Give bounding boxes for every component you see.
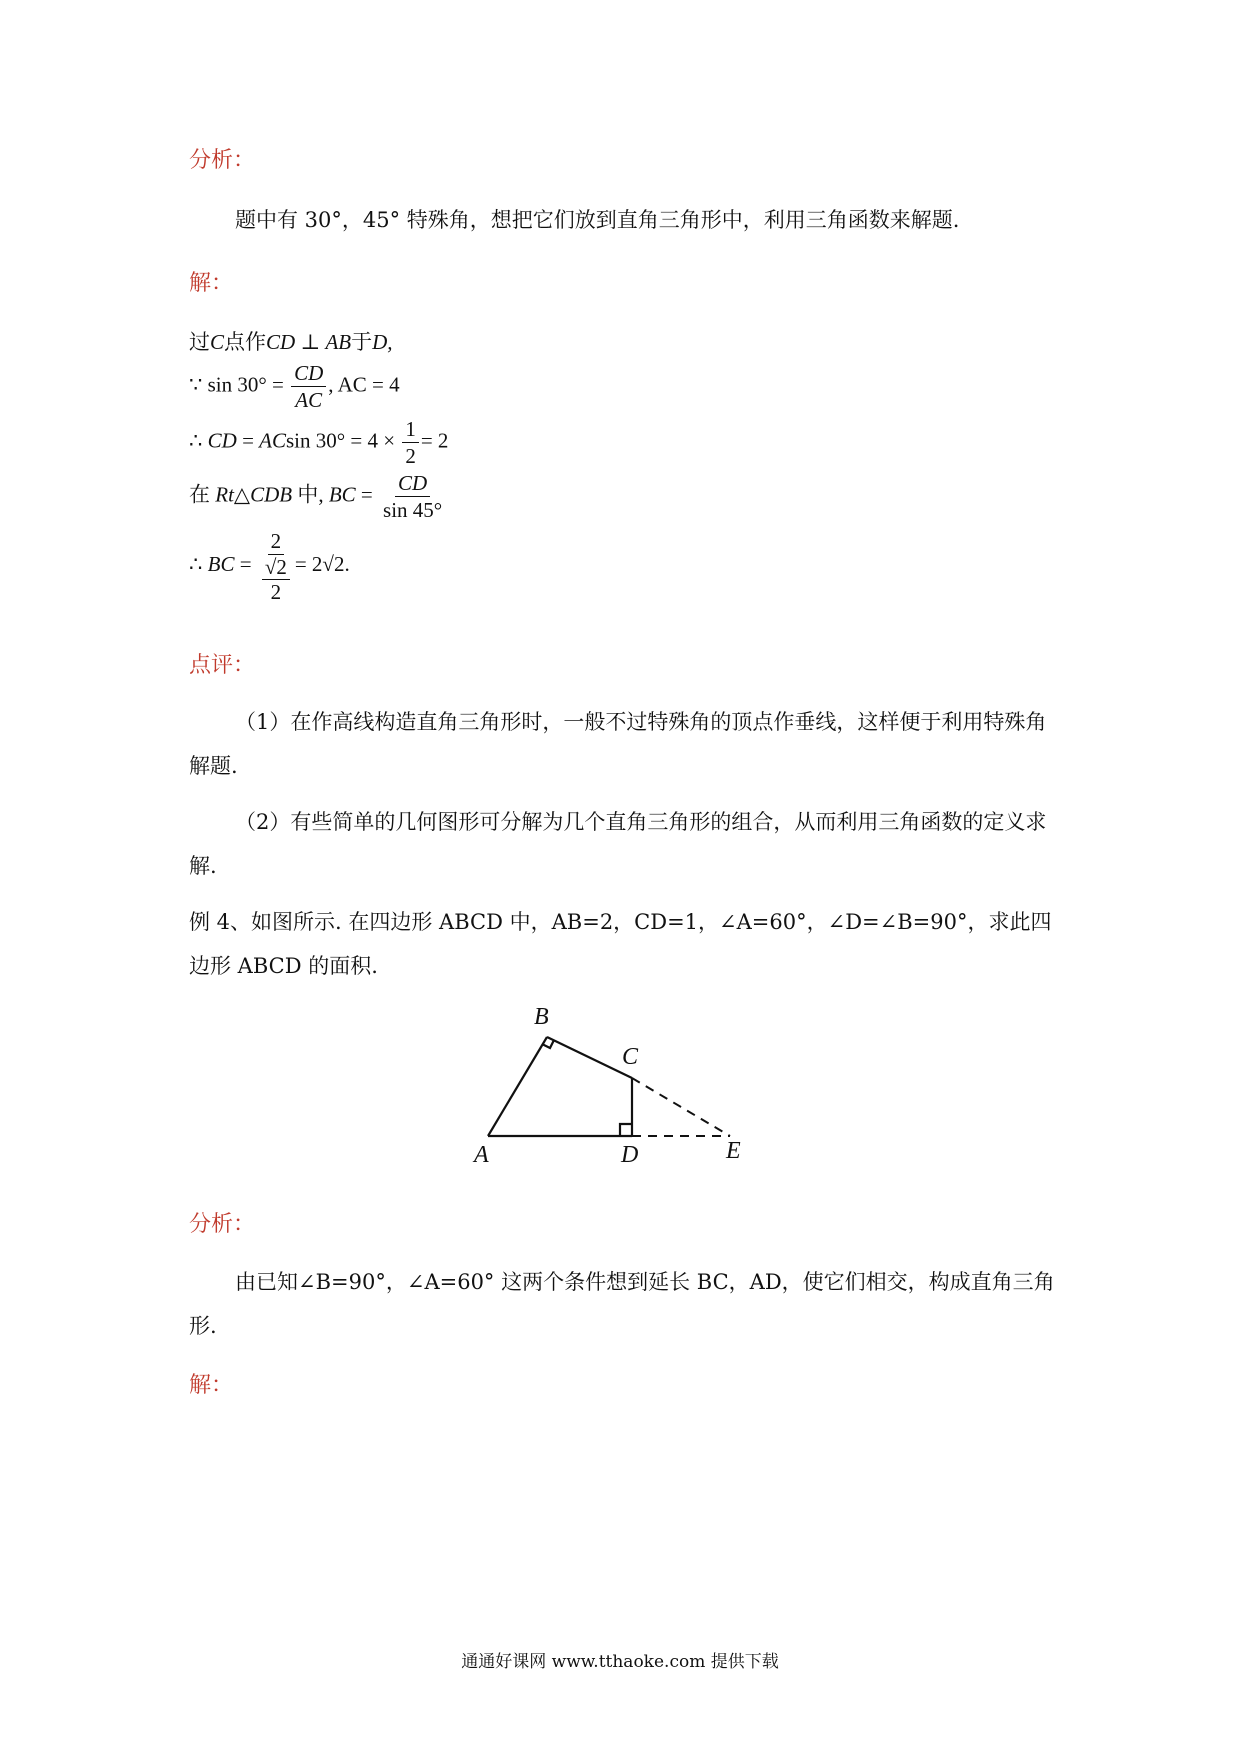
label-a: A	[474, 1142, 489, 1168]
solution-line-4: 在 Rt△CDB 中, BC = $\frac{CD}{\sin 45^\circ}$	[189, 470, 447, 523]
extension-ce	[632, 1078, 730, 1136]
comment-2: （2）有些简单的几何图形可分解为几个直角三角形的组合，从而利用三角函数的定义求解.	[189, 810, 1047, 878]
fraction-cd-ac: $\frac{CD}{AC}$	[291, 360, 326, 413]
comment-1: （1）在作高线构造直角三角形时，一般不过特殊角的顶点作垂线，这样便于利用特殊角解题.	[189, 710, 1047, 778]
edge-ab	[488, 1037, 547, 1136]
example-4-text: 例 4、如图所示. 在四边形 ABCD 中，AB=2，CD=1，∠A=60°，∠D=∠B=90°，求此四边形 ABCD 的面积.	[189, 910, 1052, 978]
solution-line-5: ∴ BC = 2 √2 2 = 2√2.	[189, 529, 350, 604]
label-c: C	[622, 1044, 639, 1070]
right-angle-mark-d	[620, 1124, 632, 1136]
solution-line-1: 过C点作CD ⊥ AB于D,	[189, 330, 393, 354]
edge-bc	[547, 1037, 632, 1078]
analysis-heading-1: 分析：	[189, 148, 256, 173]
quadrilateral-figure	[470, 1000, 790, 1180]
solution-line-2: ∵ sin 30° = $\frac{CD}{AC}$ , AC = 4	[189, 361, 400, 412]
compound-fraction: 2 √2 2	[259, 528, 293, 604]
comment-heading: 点评：	[189, 653, 256, 678]
solution-line-3: ∴ CD = ACsin 30° = 4 × $\frac{1}{2}$ = 2	[189, 417, 449, 468]
fraction-cd-sin45: $\frac{CD}{\sin 45^\circ}$	[383, 471, 443, 522]
solution-heading-2: 解：	[189, 1373, 234, 1398]
analysis-text-1: 题中有 30°，45° 特殊角，想把它们放到直角三角形中，利用三角函数来解题.	[235, 208, 960, 232]
fraction-one-half: $\frac{1}{2}$	[402, 416, 419, 469]
page-footer: 通通好课网 www.tthaoke.com 提供下载	[461, 1652, 779, 1672]
analysis-heading-2: 分析：	[189, 1212, 256, 1237]
solution-heading-1: 解：	[189, 271, 234, 296]
label-d: D	[621, 1142, 639, 1168]
label-e: E	[726, 1138, 741, 1164]
analysis-text-2: 由已知∠B=90°，∠A=60° 这两个条件想到延长 BC，AD，使它们相交，构成直角三角形.	[189, 1270, 1055, 1338]
label-b: B	[534, 1004, 549, 1030]
